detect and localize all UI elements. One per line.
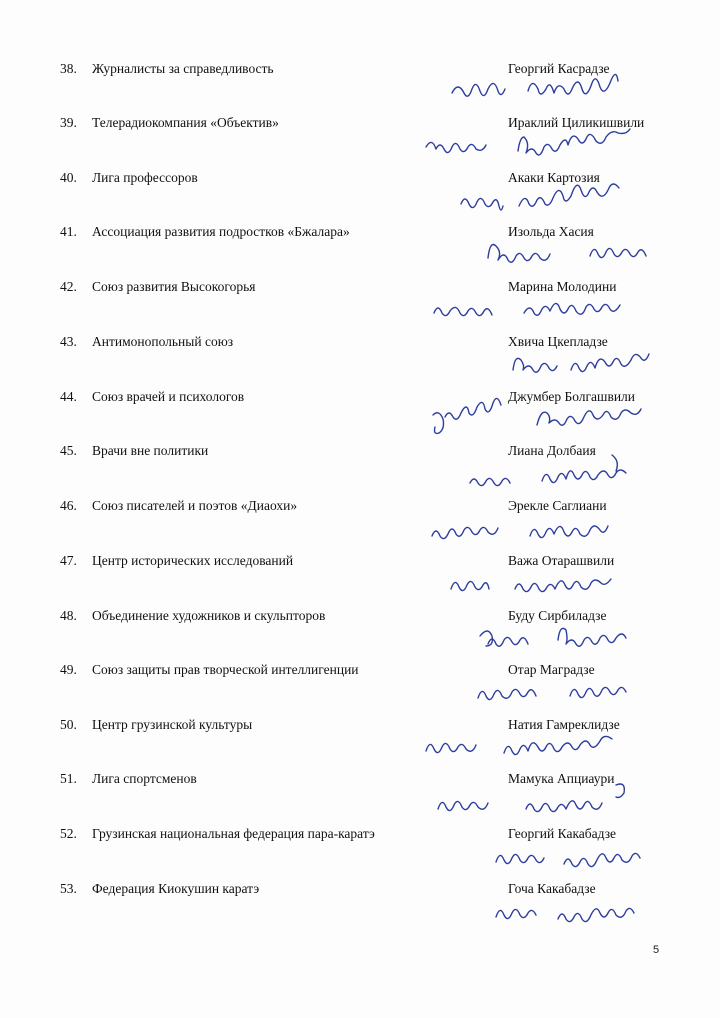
item-number: 53. <box>60 881 77 896</box>
handwritten-signature <box>470 668 670 710</box>
organization-name: Антимонопольный союз <box>92 334 234 349</box>
organization-name: Союз развития Высокогорья <box>92 279 256 294</box>
person-name: Мамука Апциаури <box>508 771 615 786</box>
handwritten-signature <box>455 176 665 218</box>
handwritten-signature <box>480 230 680 272</box>
list-item <box>0 771 720 825</box>
list-item <box>0 553 720 607</box>
person-name: Георгий Какабадзе <box>508 826 617 841</box>
item-number: 50. <box>60 717 77 732</box>
person-name: Хвича Цкепладзе <box>508 334 608 349</box>
list-item <box>0 224 720 278</box>
item-number: 40. <box>60 170 77 185</box>
person-name: Эрекле Саглиани <box>508 498 607 513</box>
organization-name: Центр исторических исследований <box>92 553 294 568</box>
item-number: 38. <box>60 61 77 76</box>
person-name: Акаки Картозия <box>508 170 600 185</box>
person-name: Отар Маградзе <box>508 662 595 677</box>
item-number: 42. <box>60 279 77 294</box>
list-item <box>0 826 720 880</box>
handwritten-signature <box>488 832 668 874</box>
list-item <box>0 443 720 497</box>
person-name: Важа Отарашвили <box>508 553 615 568</box>
organization-name: Объединение художников и скульпторов <box>92 608 326 623</box>
item-number: 43. <box>60 334 77 349</box>
organization-name: Врачи вне политики <box>92 443 209 458</box>
page-number: 5 <box>653 944 660 956</box>
person-name: Ираклий Циликишвили <box>508 115 645 130</box>
organization-name: Лига спортсменов <box>92 771 197 786</box>
item-number: 39. <box>60 115 77 130</box>
item-number: 48. <box>60 608 77 623</box>
person-name: Лиана Долбаия <box>508 443 596 458</box>
list-item <box>0 608 720 662</box>
handwritten-signature <box>420 121 670 163</box>
item-number: 41. <box>60 224 77 239</box>
item-number: 47. <box>60 553 77 568</box>
organization-name: Центр грузинской культуры <box>92 717 253 732</box>
item-number: 52. <box>60 826 77 841</box>
handwritten-signature <box>428 285 668 327</box>
handwritten-signature <box>488 887 668 929</box>
handwritten-signature <box>425 395 675 437</box>
organization-name: Ассоциация развития подростков «Бжалара» <box>92 224 350 239</box>
organization-name: Грузинская национальная федерация пара-каратэ <box>92 826 375 841</box>
item-number: 45. <box>60 443 77 458</box>
handwritten-signature <box>426 504 666 546</box>
handwritten-signature <box>462 449 677 491</box>
handwritten-signature <box>448 67 668 109</box>
item-number: 49. <box>60 662 77 677</box>
person-name: Джумбер Болгашвили <box>508 389 636 404</box>
organization-name: Лига профессоров <box>92 170 198 185</box>
handwritten-signature <box>505 340 670 382</box>
organization-name: Союз защиты прав творческой интеллигенции <box>92 662 359 677</box>
person-name: Натия Гамреклидзе <box>508 717 620 732</box>
person-name: Буду Сирбиладзе <box>508 608 607 623</box>
list-item <box>0 717 720 771</box>
list-item <box>0 389 720 443</box>
list-item <box>0 61 720 115</box>
item-number: 46. <box>60 498 77 513</box>
person-name: Изольда Хасия <box>508 224 594 239</box>
handwritten-signature <box>418 723 668 765</box>
list-item <box>0 170 720 224</box>
handwritten-signature <box>430 777 670 819</box>
person-name: Марина Молодини <box>508 279 617 294</box>
organization-name: Союз писателей и поэтов «Диаохи» <box>92 498 298 513</box>
list-item <box>0 662 720 716</box>
list-item <box>0 881 720 935</box>
list-item <box>0 279 720 333</box>
organization-name: Журналисты за справедливость <box>92 61 274 76</box>
list-item <box>0 498 720 552</box>
item-number: 51. <box>60 771 77 786</box>
organization-name: Федерация Киокушин каратэ <box>92 881 260 896</box>
item-number: 44. <box>60 389 77 404</box>
list-item <box>0 334 720 388</box>
handwritten-signature <box>470 614 670 656</box>
person-name: Гоча Какабадзе <box>508 881 596 896</box>
organization-name: Союз врачей и психологов <box>92 389 245 404</box>
person-name: Георгий Касрадзе <box>508 61 610 76</box>
list-item <box>0 115 720 169</box>
handwritten-signature <box>445 559 670 601</box>
organization-name: Телерадиокомпания «Объектив» <box>92 115 279 130</box>
